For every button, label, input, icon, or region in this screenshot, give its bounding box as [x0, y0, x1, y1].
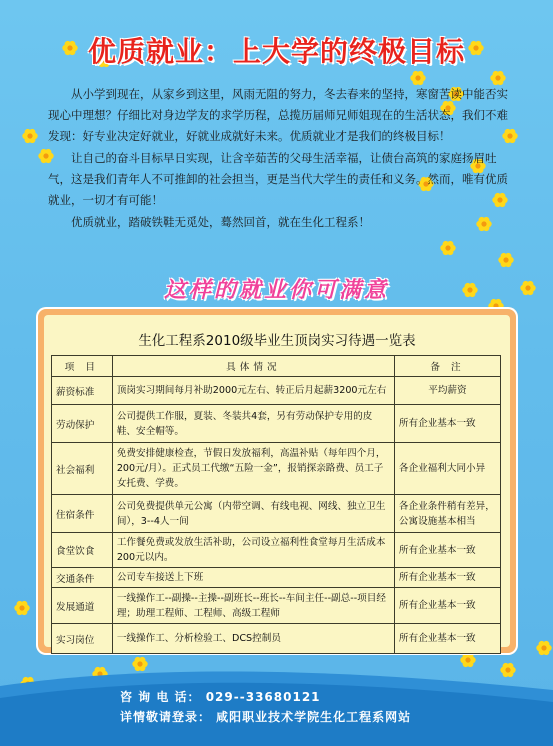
row-category: 劳动保护 [52, 405, 113, 443]
row-detail: 公司免费提供单元公寓（内带空调、有线电视、网线、独立卫生间），3--4人一间 [112, 495, 394, 533]
row-note: 各企业条件稍有差异，公寓设施基本相当 [394, 495, 500, 533]
intro-paragraph: 让自己的奋斗目标早日实现，让含辛茹苦的父母生活幸福，让债台高筑的家庭扬眉吐气，这是我们青年人不可推卸的社会担当，更是当代大学生的责任和义务。然而，唯有优质就业，一切才有可能！ [48, 151, 508, 207]
row-detail: 工作餐免费或发放生活补助，公司设立福利性食堂每月生活成本200元以内。 [112, 533, 394, 568]
intro-text [48, 84, 508, 234]
row-detail: 顶岗实习期间每月补助2000元左右、转正后月起薪3200元左右 [112, 377, 394, 405]
row-category: 交通条件 [52, 568, 113, 588]
flower-icon [536, 640, 552, 656]
row-note: 所有企业基本一致 [394, 624, 500, 654]
row-note: 各企业福利大同小异 [394, 443, 500, 495]
table-row [52, 495, 501, 533]
column-header: 项 目 [52, 356, 113, 377]
flower-icon [440, 240, 456, 256]
flower-icon [14, 600, 30, 616]
row-note: 平均薪资 [394, 377, 500, 405]
table-row [52, 443, 501, 495]
section-subtitle: 这样的就业你可满意 [163, 278, 389, 303]
footer-wave [0, 668, 553, 746]
benefits-panel [44, 315, 510, 647]
row-detail: 公司专车接送上下班 [112, 568, 394, 588]
column-header: 备 注 [394, 356, 500, 377]
row-detail: 一线操作工、分析检验工、DCS控制员 [112, 624, 394, 654]
table-row [52, 377, 501, 405]
table-row [52, 624, 501, 654]
contact-phone: 咨 询 电 话： 029--33680121 [120, 690, 321, 704]
table-title: 生化工程系2010级毕业生顶岗实习待遇一览表 [138, 333, 416, 349]
column-header: 具体情况 [112, 356, 394, 377]
row-category: 实习岗位 [52, 624, 113, 654]
row-category: 薪资标准 [52, 377, 113, 405]
table-row [52, 588, 501, 624]
contact-website: 详情敬请登录： 咸阳职业技术学院生化工程系网站 [120, 710, 412, 724]
table-row [52, 533, 501, 568]
row-note: 所有企业基本一致 [394, 533, 500, 568]
row-detail: 免费安排健康检查，节假日发放福利，高温补贴（每年四个月，200元/月）。正式员工代缴“五险一金”，报销探亲路费、员工子女托费、学费。 [112, 443, 394, 495]
flower-icon [498, 252, 514, 268]
flower-icon [22, 128, 38, 144]
row-category: 社会福利 [52, 443, 113, 495]
intro-paragraph: 优质就业，踏破铁鞋无觅处，蓦然回首，就在生化工程系！ [71, 215, 370, 229]
row-note: 所有企业基本一致 [394, 405, 500, 443]
table-header-row [52, 356, 501, 377]
row-category: 食堂饮食 [52, 533, 113, 568]
page-title: 优质就业：上大学的终极目标 [87, 35, 465, 68]
row-category: 住宿条件 [52, 495, 113, 533]
row-detail: 公司提供工作服，夏装、冬装共4套，另有劳动保护专用的皮鞋、安全帽等。 [112, 405, 394, 443]
table-row [52, 405, 501, 443]
benefits-frame [36, 307, 518, 655]
row-category: 发展通道 [52, 588, 113, 624]
table-row [52, 568, 501, 588]
benefits-table [51, 355, 501, 654]
row-note: 所有企业基本一致 [394, 568, 500, 588]
row-note: 所有企业基本一致 [394, 588, 500, 624]
row-detail: 一线操作工--副操--主操--副班长--班长--车间主任--副总--项目经理；助理工程师、工程师、高级工程师 [112, 588, 394, 624]
intro-paragraph: 从小学到现在，从家乡到这里，风雨无阻的努力，冬去春来的坚持，寒窗苦读中能否实现心中理想？仔细比对身边学友的求学历程，总揽历届师兄师姐现在的生活状态，我们不难发现：好专业决定好就业，好就业成就好未来。优质就业才是我们的终极目标！ [48, 87, 508, 143]
